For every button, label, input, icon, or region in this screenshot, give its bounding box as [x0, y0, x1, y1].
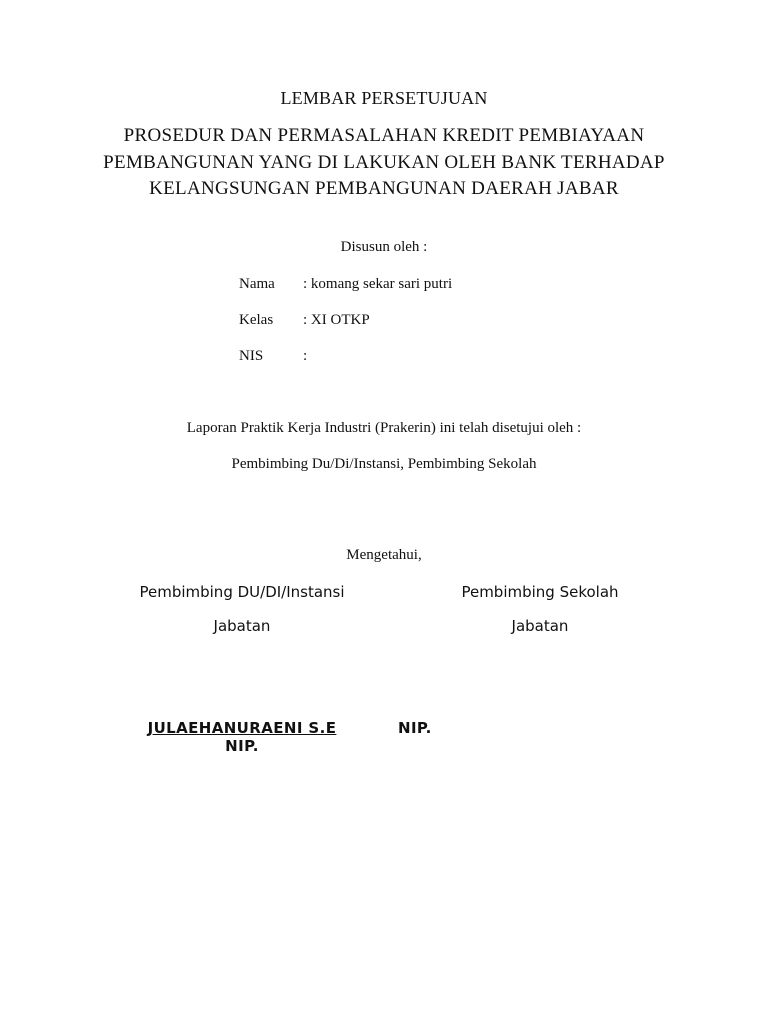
- report-title: PROSEDUR DAN PERMASALAHAN KREDIT PEMBIAYAAN PEMBANGUNAN YANG DI LAKUKAN OLEH BANK TERHADAP KELANGSUNGAN PEMBANGUNAN DAERAH JABAR: [103, 125, 665, 199]
- approval-statement: Laporan Praktik Kerja Industri (Prakerin) ini telah disetujui oleh :: [186, 420, 582, 436]
- name-row: [239, 276, 639, 296]
- supervisors-line: Pembimbing Du/Di/Instansi, Pembimbing Sekolah: [231, 456, 537, 472]
- page-heading: LEMBAR PERSETUJUAN: [280, 88, 488, 108]
- class-label: Kelas: [239, 312, 274, 328]
- right-signer-position: Jabatan: [511, 617, 569, 635]
- left-signer-name: JULAEHANURAENI S.E: [147, 719, 337, 737]
- nis-label: NIS: [239, 348, 264, 364]
- left-signer-position: Jabatan: [213, 617, 271, 635]
- nis-value: :: [303, 348, 308, 364]
- right-signer-nip: NIP.: [398, 719, 432, 737]
- name-label: Nama: [239, 276, 275, 292]
- left-signer-nip: NIP.: [225, 737, 259, 755]
- right-signer-role: Pembimbing Sekolah: [461, 583, 619, 601]
- class-value: : XI OTKP: [303, 312, 370, 328]
- acknowledged-label: Mengetahui,: [346, 547, 422, 563]
- prepared-by-label: Disusun oleh :: [340, 239, 428, 255]
- name-value: : komang sekar sari putri: [303, 276, 453, 292]
- class-row: [239, 312, 639, 332]
- nis-row: [239, 348, 639, 368]
- left-signer-role: Pembimbing DU/DI/Instansi: [139, 583, 345, 601]
